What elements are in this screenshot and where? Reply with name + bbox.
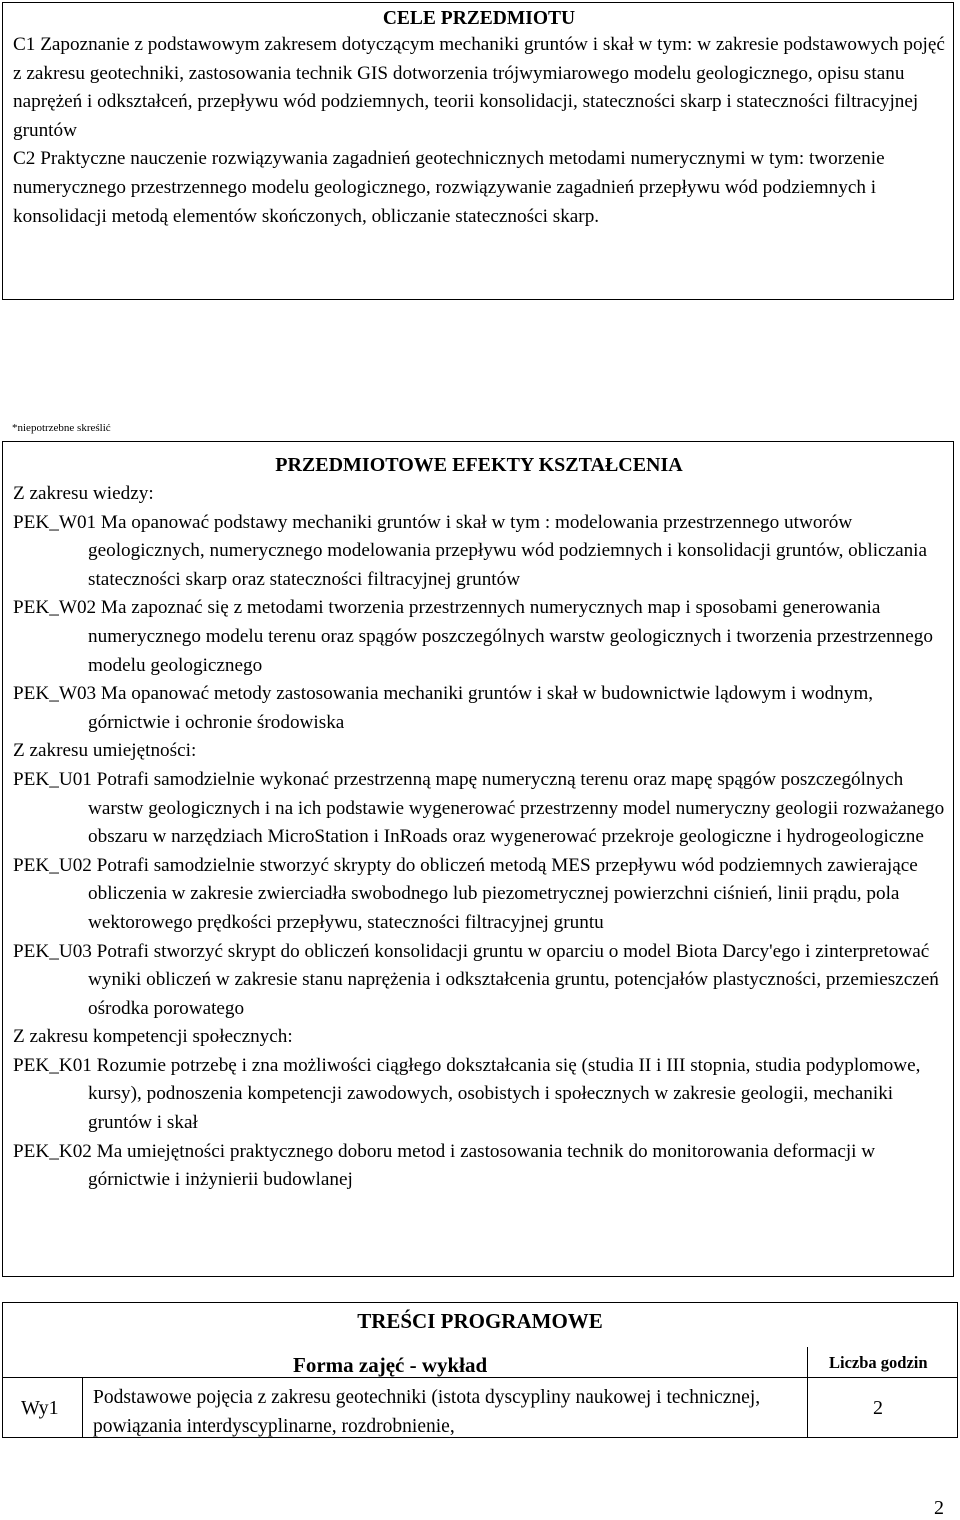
learning-outcomes-title: PRZEDMIOTOWE EFEKTY KSZTAŁCENIA <box>275 454 683 476</box>
table-column-divider <box>82 1377 83 1437</box>
outcome-w02: PEK_W02 Ma zapoznać się z metodami tworzenia przestrzennych numerycznych map i sposobami generowania numerycznego modelu terenu oraz spągów poszczególnych warstw geologicznych i tworzenia przestrzennego modelu geologicznego <box>13 597 933 676</box>
outcome-k01: PEK_K01 Rozumie potrzebę i zna możliwości ciągłego dokształcania się (studia II i III stopnia, studia podyplomowe, kursy), podnoszenia kompetencji zawodowych, osobistych i społecznych w zakresie geologii, mechaniki gruntów i skał <box>13 1054 921 1134</box>
outcome-u01: PEK_U01 Potrafi samodzielnie wykonać przestrzenną mapę numeryczną terenu oraz mapę spągów poszczególnych warstw geologicznych i na ich podstawie wygenerować przestrzenny model numeryczny geologii rozważanego obszaru w narzędziach MicroStation i InRoads oraz wygenerować przekroje geologiczne i hydrogeologiczne <box>13 768 945 848</box>
table-row-code: Wy1 <box>21 1397 59 1419</box>
knowledge-section-label: Z zakresu wiedzy: <box>13 483 154 504</box>
program-content-table <box>2 1302 958 1438</box>
outcome-u03: PEK_U03 Potrafi stworzyć skrypt do obliczeń konsolidacji gruntu w oparciu o model Biota Darcy'ego i zinterpretować wyniki obliczeń w zakresie stanu naprężenia i odkształcenia gruntu, potencjałów plastyczności, przemieszczeń ośrodka porowatego <box>13 940 939 1019</box>
goal-c1: C1 Zapoznanie z podstawowym zakresem dotyczącym mechaniki gruntów i skał w tym: w zakresie podstawowych pojęć z zakresu geotechniki, zastosowania technik GIS dotworzenia trójwymiarowego modelu geologicznego, opisu stanu naprężeń i odkształceń, przepływu wód podziemnych, teorii konsolidacji, stateczności skarp i stateczności filtracyjnej gruntów <box>13 34 945 141</box>
table-row-hours: 2 <box>873 1397 883 1419</box>
table-divider <box>3 1377 957 1378</box>
goal-c2: C2 Praktyczne nauczenie rozwiązywania zagadnień geotechnicznych metodami numerycznymi w tym: tworzenie numerycznego przestrzennego modelu geologicznego, rozwiązywanie zagadnień przepływu wód podziemnych i konsolidacji metodą elementów skończonych, obliczanie stateczności skarp. <box>13 148 885 227</box>
learning-outcomes-box <box>2 441 954 1277</box>
skills-section-label: Z zakresu umiejętności: <box>13 740 197 762</box>
course-goals-box <box>2 2 954 300</box>
outcome-w03: PEK_W03 Ma opanować metody zastosowania mechaniki gruntów i skał w budownictwie lądowym i wodnym, górnictwie i ochronie środowiska <box>13 683 874 733</box>
outcome-u02: PEK_U02 Potrafi samodzielnie stworzyć skrypty do obliczeń metodą MES przepływu wód podziemnych zawierające obliczenia w zakresie zwierciadła swobodnego lub piezometrycznej powierzchni ciśnień, linii prądu, pola wektorowego prędkości przepływu, stateczności filtracyjnej gruntu <box>13 854 918 933</box>
footnote: *niepotrzebne skreślić <box>12 422 111 434</box>
program-content-title: TREŚCI PROGRAMOWE <box>357 1309 603 1333</box>
table-row-description: Podstawowe pojęcia z zakresu geotechniki (istota dyscypliny naukowej i technicznej, powiązania interdyscyplinarne, rozdrobnienie, <box>93 1387 761 1437</box>
competences-section-label: Z zakresu kompetencji społecznych: <box>13 1026 293 1048</box>
class-form-header: Forma zajęć - wykład <box>293 1353 488 1377</box>
outcome-w01: PEK_W01 Ma opanować podstawy mechaniki gruntów i skał w tym : modelowania przestrzennego utworów geologicznych, numerycznego modelowania przepływu wód podziemnych i konsolidacji gruntów, obliczania stateczności skarp oraz stateczności filtracyjnej gruntów <box>13 511 928 590</box>
outcome-k02: PEK_K02 Ma umiejętności praktycznego doboru metod i zastosowania technik do monitorowania deformacji w górnictwie i inżynierii budowlanej <box>13 1140 876 1191</box>
course-goals-title: CELE PRZEDMIOTU <box>382 8 576 29</box>
hours-header: Liczba godzin <box>829 1353 928 1372</box>
table-column-divider <box>807 1347 808 1437</box>
page-number: 2 <box>934 1497 944 1519</box>
